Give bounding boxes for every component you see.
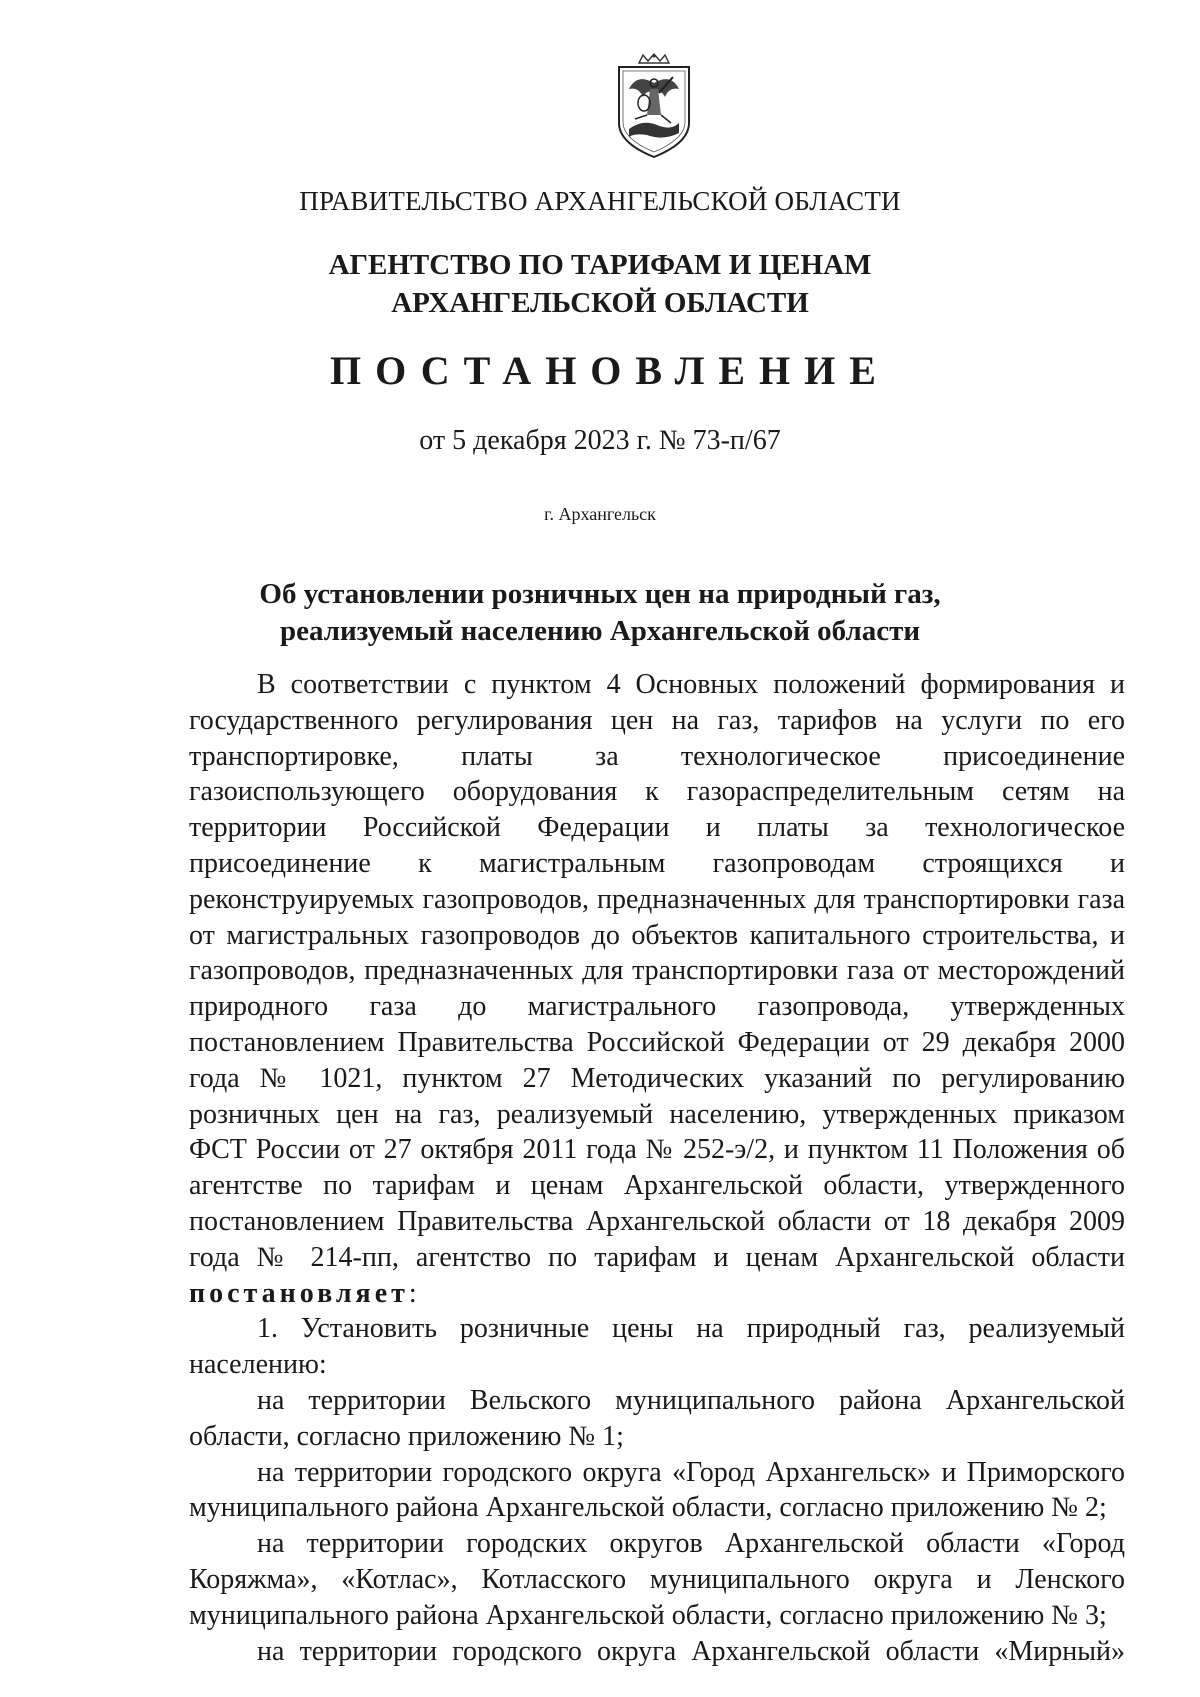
preamble-paragraph	[189, 667, 1125, 1311]
document-title	[0, 576, 1200, 650]
document-body	[189, 667, 1125, 1669]
document-city: г. Архангельск	[544, 504, 656, 524]
agency-name-line1: АГЕНТСТВО ПО ТАРИФАМ И ЦЕНАМ	[328, 249, 872, 281]
item-1a-paragraph: на территории Вельского муниципального района Архангельской области, согласно приложению № 1;	[189, 1384, 1125, 1452]
document-title-line2: реализуемый населению Архангельской области	[279, 615, 921, 647]
item-1d-paragraph: на территории городского округа Архангельской области «Мирный»	[257, 1635, 1125, 1667]
document-title-line1: Об установлении розничных цен на природный газ,	[259, 578, 941, 610]
resolves-word: постановляет	[189, 1277, 409, 1309]
agency-name	[0, 246, 1200, 322]
resolves-colon: :	[408, 1277, 417, 1309]
item-1c-paragraph: на территории городских округов Архангельской области «Город Коряжма», «Котлас», Котласского муниципального округа и Ленского муниципального района Архангельской области, согласно приложению № 3;	[189, 1528, 1125, 1631]
document-type: ПОСТАНОВЛЕНИЕ	[330, 348, 890, 393]
item-1b-paragraph: на территории городского округа «Город Архангельск» и Приморского муниципального района Архангельской области, согласно приложению № 2;	[189, 1456, 1125, 1524]
preamble-text: В соответствии с пунктом 4 Основных положений формирования и государственного регулирования цен на газ, тарифов на услуги по его транспортировке, платы за технологическое присоединение газоиспользующего оборудования к газораспределительным сетям на территории Российской Федерации и платы за технологическое присоединение к магистральным газопроводам строящихся и реконструируемых газопроводов, предназначенных для транспортировки газа от магистральных газопроводов до объектов капитального строительства, и газопроводов, предназначенных для транспортировки газа от месторождений природного газа до магистрального газопровода, утвержденных постановлением Правительства Российской Федерации от 29 декабря 2000 года № 1021, пунктом 27 Методических указаний по регулированию розничных цен на газ, реализуемый населению, утвержденных приказом ФСТ России от 27 октября 2011 года № 252-э/2, и пунктом 11 Положения об агентстве по тарифам и ценам Архангельской области, утвержденного постановлением Правительства Архангельской области от 18 декабря 2009 года № 214-пп, агентство по тарифам и ценам Архангельской области	[189, 669, 1125, 1273]
document-date-number: от 5 декабря 2023 г. № 73-п/67	[419, 425, 781, 456]
item-1-paragraph: 1. Установить розничные цены на природный газ, реализуемый населению:	[189, 1313, 1125, 1381]
agency-name-line2: АРХАНГЕЛЬСКОЙ ОБЛАСТИ	[391, 287, 809, 319]
coat-of-arms-icon	[613, 53, 695, 161]
government-name: ПРАВИТЕЛЬСТВО АРХАНГЕЛЬСКОЙ ОБЛАСТИ	[299, 186, 901, 216]
